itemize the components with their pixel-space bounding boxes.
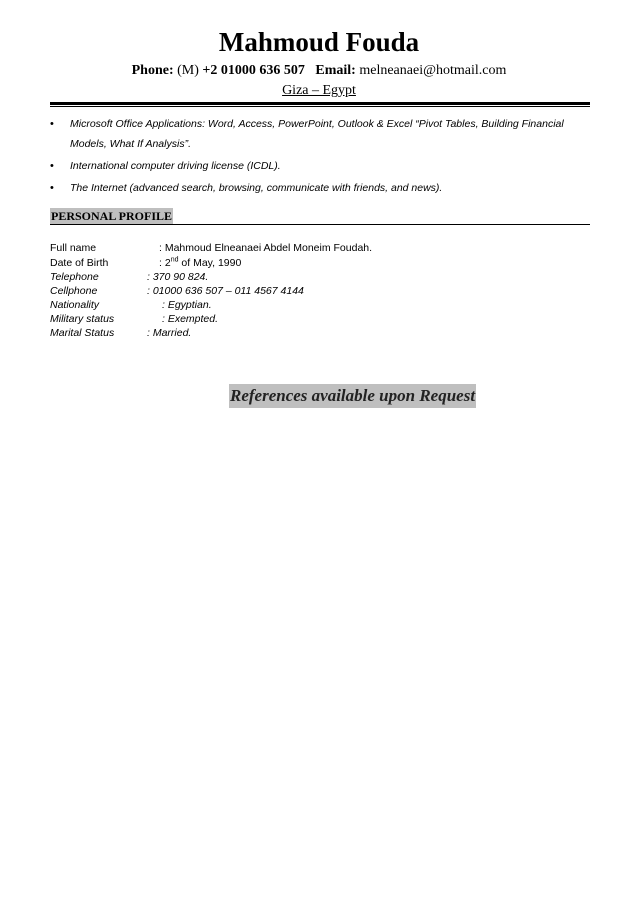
profile-label: Military status [50, 313, 115, 325]
profile-value: : Egyptian. [162, 299, 212, 311]
profile-label: Cellphone [50, 285, 98, 297]
email-label: Email: [315, 63, 356, 78]
phone-label: Phone: [131, 63, 174, 78]
location: Giza – Egypt [282, 83, 356, 98]
personal-profile-heading-wrap [50, 207, 590, 225]
bullet-icon: • [50, 160, 54, 172]
skills-list [50, 114, 590, 198]
profile-label: Marital Status [50, 327, 115, 339]
skill-item [50, 156, 590, 176]
profile-value: : Mahmoud Elneanaei Abdel Moneim Foudah. [159, 242, 373, 254]
skill-text: International computer driving license (ICDL). [70, 160, 281, 172]
profile-label: Telephone [50, 271, 99, 283]
header-divider-thick [50, 102, 590, 105]
skill-text: The Internet (advanced search, browsing, communicate with friends, and news). [70, 182, 443, 194]
profile-value: : Exempted. [162, 313, 219, 325]
skill-text: Microsoft Office Applications: Word, Access, PowerPoint, Outlook & Excel “Pivot Tables, Building Financial [70, 118, 564, 130]
profile-value: : Married. [147, 327, 192, 339]
personal-profile-heading: PERSONAL PROFILE [51, 209, 173, 223]
section-divider [50, 224, 590, 225]
candidate-name: Mahmoud Fouda [218, 27, 420, 57]
skill-item-continuation [50, 134, 590, 154]
profile-label: Full name [50, 242, 97, 254]
profile-label: Nationality [50, 299, 100, 311]
skill-item [50, 178, 590, 198]
profile-value: : 2nd of May, 1990 [159, 256, 242, 269]
profile-label: Date of Birth [50, 257, 109, 269]
email-address[interactable]: melneanaei@hotmail.com [359, 63, 507, 78]
header-divider-thin [50, 106, 590, 107]
references-note: References available upon Request [229, 384, 476, 408]
profile-value: : 01000 636 507 – 011 4567 4144 [147, 285, 304, 297]
phone-type: (M) [177, 63, 199, 78]
bullet-icon: • [50, 118, 54, 130]
contact-line [0, 62, 638, 80]
skill-text: Models, What If Analysis”. [70, 138, 191, 150]
skill-item [50, 114, 590, 134]
profile-value: : 370 90 824. [147, 271, 209, 283]
phone-number: +2 01000 636 507 [202, 63, 305, 78]
bullet-icon: • [50, 182, 54, 194]
